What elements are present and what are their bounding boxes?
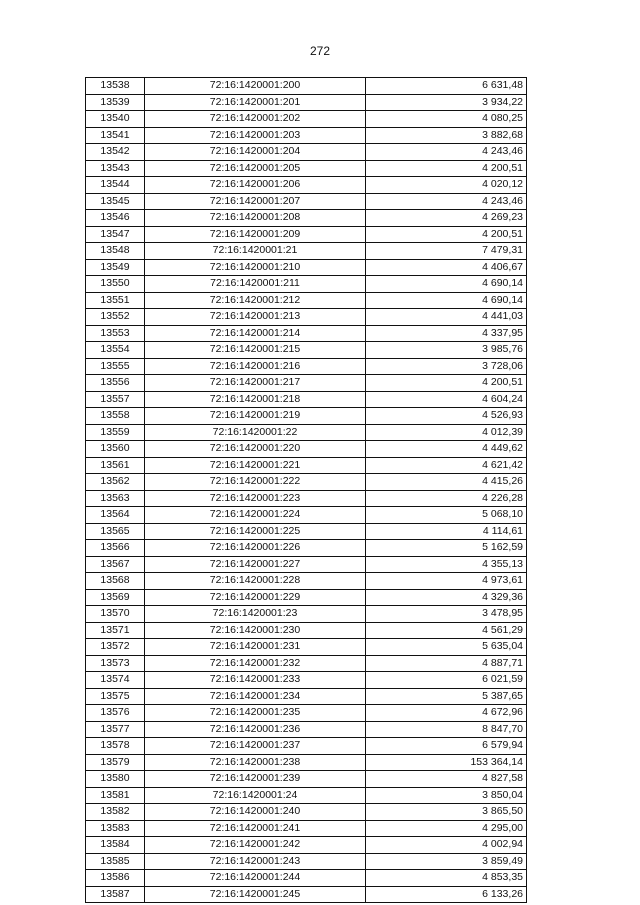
cadastral-value-table (85, 77, 527, 903)
table-row (86, 292, 527, 309)
cadastral-value-cell: 4 449,62 (366, 441, 527, 458)
row-number-cell: 13569 (86, 589, 145, 606)
row-number-cell: 13576 (86, 705, 145, 722)
cadastral-number-cell: 72:16:1420001:218 (145, 391, 366, 408)
cadastral-value-cell: 3 478,95 (366, 606, 527, 623)
table-row (86, 375, 527, 392)
table-row (86, 94, 527, 111)
row-number-cell: 13573 (86, 655, 145, 672)
row-number-cell: 13560 (86, 441, 145, 458)
row-number-cell: 13564 (86, 507, 145, 524)
cadastral-number-cell: 72:16:1420001:240 (145, 804, 366, 821)
cadastral-number-cell: 72:16:1420001:235 (145, 705, 366, 722)
row-number-cell: 13578 (86, 738, 145, 755)
cadastral-number-cell: 72:16:1420001:214 (145, 325, 366, 342)
cadastral-value-cell: 4 973,61 (366, 573, 527, 590)
table-row (86, 523, 527, 540)
cadastral-number-cell: 72:16:1420001:230 (145, 622, 366, 639)
table-row (86, 259, 527, 276)
table-row (86, 738, 527, 755)
row-number-cell: 13583 (86, 820, 145, 837)
table-row (86, 573, 527, 590)
cadastral-value-cell: 4 020,12 (366, 177, 527, 194)
row-number-cell: 13562 (86, 474, 145, 491)
cadastral-number-cell: 72:16:1420001:217 (145, 375, 366, 392)
table-row (86, 193, 527, 210)
cadastral-number-cell: 72:16:1420001:208 (145, 210, 366, 227)
table-row (86, 474, 527, 491)
table-row (86, 754, 527, 771)
table-row (86, 804, 527, 821)
cadastral-number-cell: 72:16:1420001:237 (145, 738, 366, 755)
cadastral-value-cell: 4 406,67 (366, 259, 527, 276)
cadastral-value-cell: 6 021,59 (366, 672, 527, 689)
row-number-cell: 13571 (86, 622, 145, 639)
row-number-cell: 13575 (86, 688, 145, 705)
row-number-cell: 13546 (86, 210, 145, 227)
cadastral-value-cell: 4 672,96 (366, 705, 527, 722)
cadastral-number-cell: 72:16:1420001:243 (145, 853, 366, 870)
table-row (86, 391, 527, 408)
page-number: 272 (309, 44, 331, 58)
table-row (86, 424, 527, 441)
cadastral-number-cell: 72:16:1420001:225 (145, 523, 366, 540)
cadastral-value-cell: 5 162,59 (366, 540, 527, 557)
cadastral-number-cell: 72:16:1420001:207 (145, 193, 366, 210)
table-row (86, 507, 527, 524)
table-row (86, 655, 527, 672)
table-row (86, 853, 527, 870)
cadastral-value-cell: 5 635,04 (366, 639, 527, 656)
table-row (86, 820, 527, 837)
table-row (86, 243, 527, 260)
cadastral-value-cell: 4 200,51 (366, 160, 527, 177)
row-number-cell: 13554 (86, 342, 145, 359)
row-number-cell: 13538 (86, 78, 145, 95)
cadastral-value-cell: 3 985,76 (366, 342, 527, 359)
cadastral-number-cell: 72:16:1420001:221 (145, 457, 366, 474)
cadastral-value-cell: 4 002,94 (366, 837, 527, 854)
cadastral-number-cell: 72:16:1420001:238 (145, 754, 366, 771)
cadastral-value-cell: 4 243,46 (366, 193, 527, 210)
cadastral-number-cell: 72:16:1420001:231 (145, 639, 366, 656)
cadastral-number-cell: 72:16:1420001:244 (145, 870, 366, 887)
cadastral-number-cell: 72:16:1420001:239 (145, 771, 366, 788)
cadastral-value-cell: 4 200,51 (366, 375, 527, 392)
row-number-cell: 13544 (86, 177, 145, 194)
cadastral-value-cell: 4 415,26 (366, 474, 527, 491)
cadastral-value-cell: 4 080,25 (366, 111, 527, 128)
row-number-cell: 13539 (86, 94, 145, 111)
cadastral-value-cell: 153 364,14 (366, 754, 527, 771)
cadastral-value-cell: 4 243,46 (366, 144, 527, 161)
row-number-cell: 13549 (86, 259, 145, 276)
cadastral-number-cell: 72:16:1420001:21 (145, 243, 366, 260)
cadastral-value-cell: 3 865,50 (366, 804, 527, 821)
row-number-cell: 13572 (86, 639, 145, 656)
row-number-cell: 13541 (86, 127, 145, 144)
row-number-cell: 13582 (86, 804, 145, 821)
row-number-cell: 13565 (86, 523, 145, 540)
cadastral-value-cell: 3 850,04 (366, 787, 527, 804)
table-row (86, 144, 527, 161)
row-number-cell: 13580 (86, 771, 145, 788)
table-row (86, 276, 527, 293)
row-number-cell: 13550 (86, 276, 145, 293)
row-number-cell: 13584 (86, 837, 145, 854)
table-row (86, 705, 527, 722)
cadastral-number-cell: 72:16:1420001:228 (145, 573, 366, 590)
cadastral-value-cell: 3 934,22 (366, 94, 527, 111)
cadastral-number-cell: 72:16:1420001:245 (145, 886, 366, 903)
cadastral-number-cell: 72:16:1420001:242 (145, 837, 366, 854)
cadastral-number-cell: 72:16:1420001:205 (145, 160, 366, 177)
cadastral-number-cell: 72:16:1420001:204 (145, 144, 366, 161)
table-row (86, 622, 527, 639)
row-number-cell: 13551 (86, 292, 145, 309)
row-number-cell: 13587 (86, 886, 145, 903)
cadastral-number-cell: 72:16:1420001:215 (145, 342, 366, 359)
row-number-cell: 13579 (86, 754, 145, 771)
cadastral-value-cell: 7 479,31 (366, 243, 527, 260)
cadastral-number-cell: 72:16:1420001:234 (145, 688, 366, 705)
table-row (86, 177, 527, 194)
row-number-cell: 13574 (86, 672, 145, 689)
row-number-cell: 13548 (86, 243, 145, 260)
table-row (86, 441, 527, 458)
cadastral-number-cell: 72:16:1420001:224 (145, 507, 366, 524)
cadastral-number-cell: 72:16:1420001:222 (145, 474, 366, 491)
cadastral-number-cell: 72:16:1420001:23 (145, 606, 366, 623)
cadastral-value-cell: 5 068,10 (366, 507, 527, 524)
row-number-cell: 13543 (86, 160, 145, 177)
row-number-cell: 13553 (86, 325, 145, 342)
table-row (86, 837, 527, 854)
cadastral-number-cell: 72:16:1420001:211 (145, 276, 366, 293)
cadastral-value-cell: 4 690,14 (366, 292, 527, 309)
cadastral-value-cell: 8 847,70 (366, 721, 527, 738)
table-row (86, 160, 527, 177)
row-number-cell: 13577 (86, 721, 145, 738)
row-number-cell: 13559 (86, 424, 145, 441)
cadastral-number-cell: 72:16:1420001:24 (145, 787, 366, 804)
table-row (86, 408, 527, 425)
table-row (86, 556, 527, 573)
row-number-cell: 13585 (86, 853, 145, 870)
cadastral-value-cell: 4 337,95 (366, 325, 527, 342)
cadastral-value-cell: 6 579,94 (366, 738, 527, 755)
cadastral-number-cell: 72:16:1420001:241 (145, 820, 366, 837)
table-row (86, 309, 527, 326)
table-row (86, 325, 527, 342)
table-row (86, 457, 527, 474)
cadastral-value-cell: 4 827,58 (366, 771, 527, 788)
cadastral-value-cell: 4 114,61 (366, 523, 527, 540)
row-number-cell: 13586 (86, 870, 145, 887)
cadastral-number-cell: 72:16:1420001:233 (145, 672, 366, 689)
cadastral-number-cell: 72:16:1420001:232 (145, 655, 366, 672)
cadastral-value-cell: 4 295,00 (366, 820, 527, 837)
cadastral-number-cell: 72:16:1420001:216 (145, 358, 366, 375)
row-number-cell: 13570 (86, 606, 145, 623)
row-number-cell: 13547 (86, 226, 145, 243)
cadastral-number-cell: 72:16:1420001:212 (145, 292, 366, 309)
cadastral-value-cell: 3 728,06 (366, 358, 527, 375)
cadastral-value-cell: 4 441,03 (366, 309, 527, 326)
cadastral-value-cell: 4 200,51 (366, 226, 527, 243)
table-row (86, 886, 527, 903)
cadastral-number-cell: 72:16:1420001:213 (145, 309, 366, 326)
cadastral-number-cell: 72:16:1420001:201 (145, 94, 366, 111)
row-number-cell: 13555 (86, 358, 145, 375)
row-number-cell: 13558 (86, 408, 145, 425)
cadastral-number-cell: 72:16:1420001:200 (145, 78, 366, 95)
table-row (86, 639, 527, 656)
row-number-cell: 13542 (86, 144, 145, 161)
row-number-cell: 13566 (86, 540, 145, 557)
cadastral-value-cell: 5 387,65 (366, 688, 527, 705)
table-row (86, 688, 527, 705)
table-row (86, 589, 527, 606)
table-row (86, 358, 527, 375)
cadastral-number-cell: 72:16:1420001:220 (145, 441, 366, 458)
table-row (86, 342, 527, 359)
table-row (86, 606, 527, 623)
cadastral-value-cell: 4 012,39 (366, 424, 527, 441)
table-row (86, 672, 527, 689)
cadastral-number-cell: 72:16:1420001:210 (145, 259, 366, 276)
cadastral-value-cell: 6 631,48 (366, 78, 527, 95)
table-row (86, 870, 527, 887)
cadastral-value-cell: 4 604,24 (366, 391, 527, 408)
row-number-cell: 13552 (86, 309, 145, 326)
row-number-cell: 13557 (86, 391, 145, 408)
row-number-cell: 13581 (86, 787, 145, 804)
cadastral-value-cell: 6 133,26 (366, 886, 527, 903)
cadastral-value-cell: 3 859,49 (366, 853, 527, 870)
cadastral-number-cell: 72:16:1420001:22 (145, 424, 366, 441)
table-row (86, 540, 527, 557)
cadastral-number-cell: 72:16:1420001:203 (145, 127, 366, 144)
cadastral-value-cell: 4 853,35 (366, 870, 527, 887)
cadastral-number-cell: 72:16:1420001:202 (145, 111, 366, 128)
table-row (86, 771, 527, 788)
cadastral-value-cell: 4 355,13 (366, 556, 527, 573)
row-number-cell: 13545 (86, 193, 145, 210)
table-row (86, 78, 527, 95)
cadastral-number-cell: 72:16:1420001:209 (145, 226, 366, 243)
cadastral-value-cell: 4 269,23 (366, 210, 527, 227)
cadastral-value-cell: 4 621,42 (366, 457, 527, 474)
cadastral-value-cell: 3 882,68 (366, 127, 527, 144)
row-number-cell: 13540 (86, 111, 145, 128)
row-number-cell: 13567 (86, 556, 145, 573)
cadastral-number-cell: 72:16:1420001:227 (145, 556, 366, 573)
row-number-cell: 13563 (86, 490, 145, 507)
cadastral-value-cell: 4 690,14 (366, 276, 527, 293)
cadastral-value-cell: 4 561,29 (366, 622, 527, 639)
cadastral-number-cell: 72:16:1420001:236 (145, 721, 366, 738)
cadastral-number-cell: 72:16:1420001:219 (145, 408, 366, 425)
row-number-cell: 13561 (86, 457, 145, 474)
table-row (86, 721, 527, 738)
cadastral-number-cell: 72:16:1420001:226 (145, 540, 366, 557)
row-number-cell: 13568 (86, 573, 145, 590)
table-row (86, 490, 527, 507)
cadastral-value-cell: 4 887,71 (366, 655, 527, 672)
table-row (86, 226, 527, 243)
row-number-cell: 13556 (86, 375, 145, 392)
table-row (86, 111, 527, 128)
table-row (86, 210, 527, 227)
table-body (86, 78, 527, 903)
cadastral-value-cell: 4 329,36 (366, 589, 527, 606)
cadastral-number-cell: 72:16:1420001:223 (145, 490, 366, 507)
table-row (86, 787, 527, 804)
cadastral-number-cell: 72:16:1420001:229 (145, 589, 366, 606)
cadastral-value-cell: 4 226,28 (366, 490, 527, 507)
table-row (86, 127, 527, 144)
cadastral-number-cell: 72:16:1420001:206 (145, 177, 366, 194)
cadastral-value-cell: 4 526,93 (366, 408, 527, 425)
